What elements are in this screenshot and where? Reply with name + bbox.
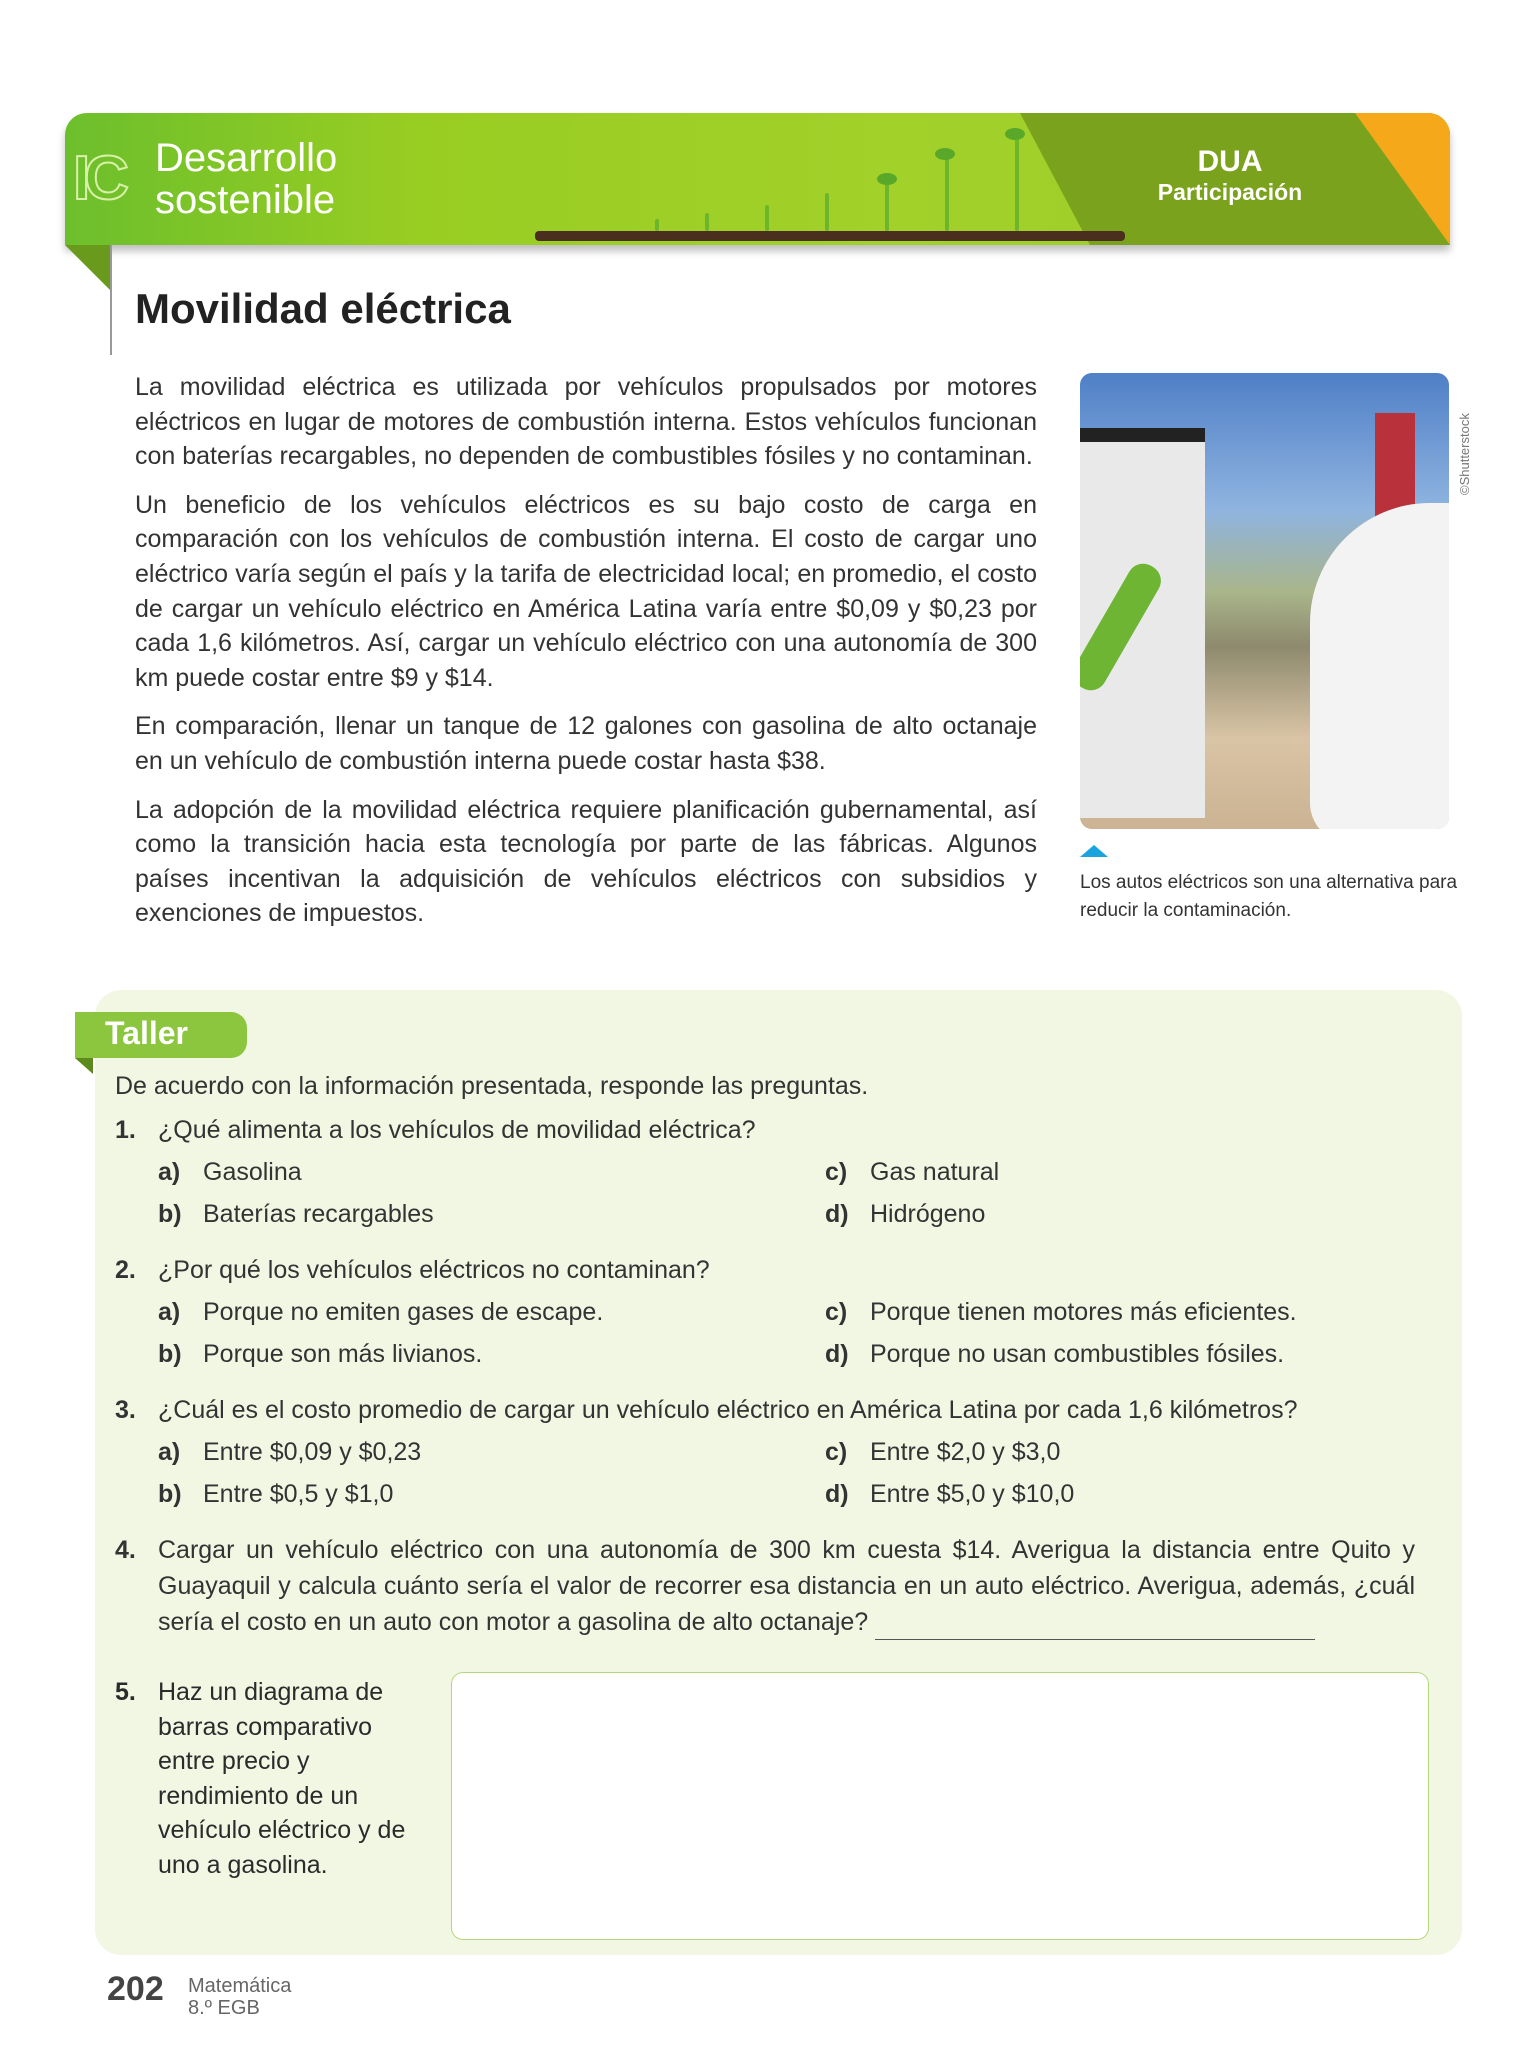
- question-text: ¿Por qué los vehículos eléctricos no contaminan?: [158, 1256, 710, 1284]
- option-text: Entre $5,0 y $10,0: [870, 1480, 1075, 1508]
- sprouts-illustration: [535, 231, 1125, 241]
- photo-credit: ©Shutterstock: [1457, 413, 1472, 495]
- option-letter: a): [158, 1438, 181, 1466]
- page-number: 202: [107, 1970, 164, 2008]
- option-text: Porque tienen motores más eficientes.: [870, 1298, 1297, 1326]
- option-d[interactable]: [825, 1476, 1415, 1512]
- question-text: ¿Cuál es el costo promedio de cargar un vehículo eléctrico en América Latina por cada 1,6 kilómetros?: [158, 1396, 1298, 1424]
- question-text: ¿Qué alimenta a los vehículos de movilidad eléctrica?: [158, 1116, 756, 1144]
- option-text: Baterías recargables: [203, 1200, 434, 1228]
- photo-caption: Los autos eléctricos son una alternativa para reducir la contaminación.: [1080, 872, 1458, 921]
- question-5: [115, 1675, 415, 1883]
- grade: 8.º EGB: [188, 1997, 260, 2019]
- option-a[interactable]: [158, 1434, 825, 1470]
- question-number: 2.: [115, 1256, 136, 1284]
- option-text: Hidrógeno: [870, 1200, 986, 1228]
- question-number: 3.: [115, 1396, 136, 1424]
- option-c[interactable]: [825, 1294, 1415, 1330]
- option-letter: d): [825, 1340, 849, 1368]
- paragraph: En comparación, llenar un tanque de 12 galones con gasolina de alto octanaje en un vehículo de combustión interna puede costar hasta $38.: [135, 712, 1037, 775]
- dua-title: DUA: [1197, 145, 1263, 178]
- option-letter: c): [825, 1158, 848, 1186]
- option-letter: b): [158, 1480, 182, 1508]
- option-letter: c): [825, 1298, 848, 1326]
- option-text: Entre $2,0 y $3,0: [870, 1438, 1061, 1466]
- question-text: Cargar un vehículo eléctrico con una autonomía de 300 km cuesta $14. Averigua la distancia entre Quito y Guayaquil y calcula cuánto sería el valor de recorrer esa distancia en un auto eléctrico. Averigua, además, ¿cuál sería el costo en un auto con motor a gasolina de alto octanaje?: [158, 1536, 1415, 1636]
- tab-fold: [75, 1058, 93, 1074]
- question-number: 1.: [115, 1116, 136, 1144]
- option-a[interactable]: [158, 1294, 825, 1330]
- subject: Matemática: [188, 1975, 292, 1997]
- option-letter: b): [158, 1340, 182, 1368]
- article-body: [135, 370, 1037, 945]
- book-info: [188, 1975, 291, 2019]
- ev-charging-photo: [1080, 373, 1449, 829]
- option-d[interactable]: [825, 1336, 1415, 1372]
- plug-icon: [1080, 558, 1167, 696]
- answer-line[interactable]: [875, 1618, 1315, 1640]
- question-text: Haz un diagrama de barras comparativo entre precio y rendimiento de un vehículo eléctrico y de uno a gasolina.: [158, 1678, 406, 1879]
- option-letter: a): [158, 1298, 181, 1326]
- diagram-answer-box[interactable]: [451, 1672, 1429, 1940]
- option-b[interactable]: [158, 1196, 825, 1232]
- option-a[interactable]: [158, 1154, 825, 1190]
- option-letter: a): [158, 1158, 181, 1186]
- section-title-line2: sostenible: [155, 178, 336, 222]
- option-text: Gasolina: [203, 1158, 302, 1186]
- paragraph: La adopción de la movilidad eléctrica requiere planificación gubernamental, así como la transición hacia esta tecnología por parte de las fábricas. Algunos países incentivan la adquisición de vehículos eléctricos con subsidios y exenciones de impuestos.: [135, 795, 1037, 928]
- option-letter: d): [825, 1480, 849, 1508]
- paragraph: La movilidad eléctrica es utilizada por vehículos propulsados por motores eléctricos en lugar de motores de combustión interna. Estos vehículos funcionan con baterías recargables, no dependen de combustibles fósiles y no contaminan.: [135, 373, 1037, 471]
- page-title: Movilidad eléctrica: [135, 285, 511, 332]
- question-3: [115, 1392, 1415, 1512]
- ic-logo: IC: [73, 144, 123, 213]
- taller-content: [115, 1068, 1415, 1640]
- question-number: 4.: [115, 1536, 136, 1564]
- section-banner: [65, 113, 1450, 245]
- option-c[interactable]: [825, 1434, 1415, 1470]
- option-text: Porque no emiten gases de escape.: [203, 1298, 604, 1326]
- option-d[interactable]: [825, 1196, 1415, 1232]
- option-text: Porque son más livianos.: [203, 1340, 483, 1368]
- question-2: [115, 1252, 1415, 1372]
- option-text: Gas natural: [870, 1158, 1000, 1186]
- divider: [110, 245, 112, 355]
- question-4: [115, 1532, 1415, 1640]
- section-title-line1: Desarrollo: [155, 136, 338, 180]
- caption-triangle-icon: [1080, 845, 1108, 857]
- instruction: De acuerdo con la información presentada, responde las preguntas.: [115, 1072, 869, 1100]
- banner-fold: [65, 245, 111, 291]
- option-text: Entre $0,5 y $1,0: [203, 1480, 394, 1508]
- question-number: 5.: [115, 1678, 136, 1706]
- option-letter: c): [825, 1438, 848, 1466]
- option-letter: b): [158, 1200, 182, 1228]
- dua-subtitle: Participación: [1157, 179, 1303, 205]
- option-b[interactable]: [158, 1476, 825, 1512]
- option-text: Porque no usan combustibles fósiles.: [870, 1340, 1285, 1368]
- option-c[interactable]: [825, 1154, 1415, 1190]
- paragraph: Un beneficio de los vehículos eléctricos es su bajo costo de carga en comparación con los vehículos de combustión interna. El costo de cargar uno eléctrico varía según el país y la tarifa de electricidad local; en promedio, el costo de cargar un vehículo eléctrico en América Latina varía entre $0,09 y $0,23 por cada 1,6 kilómetros. Así, cargar un vehículo eléctrico con una autonomía de 300 km puede costar entre $9 y $14.: [135, 490, 1037, 692]
- option-b[interactable]: [158, 1336, 825, 1372]
- section-title: [155, 137, 337, 221]
- dua-badge: [1140, 145, 1320, 206]
- taller-label: Taller: [75, 1012, 247, 1058]
- question-1: [115, 1112, 1415, 1232]
- option-letter: d): [825, 1200, 849, 1228]
- option-text: Entre $0,09 y $0,23: [203, 1438, 422, 1466]
